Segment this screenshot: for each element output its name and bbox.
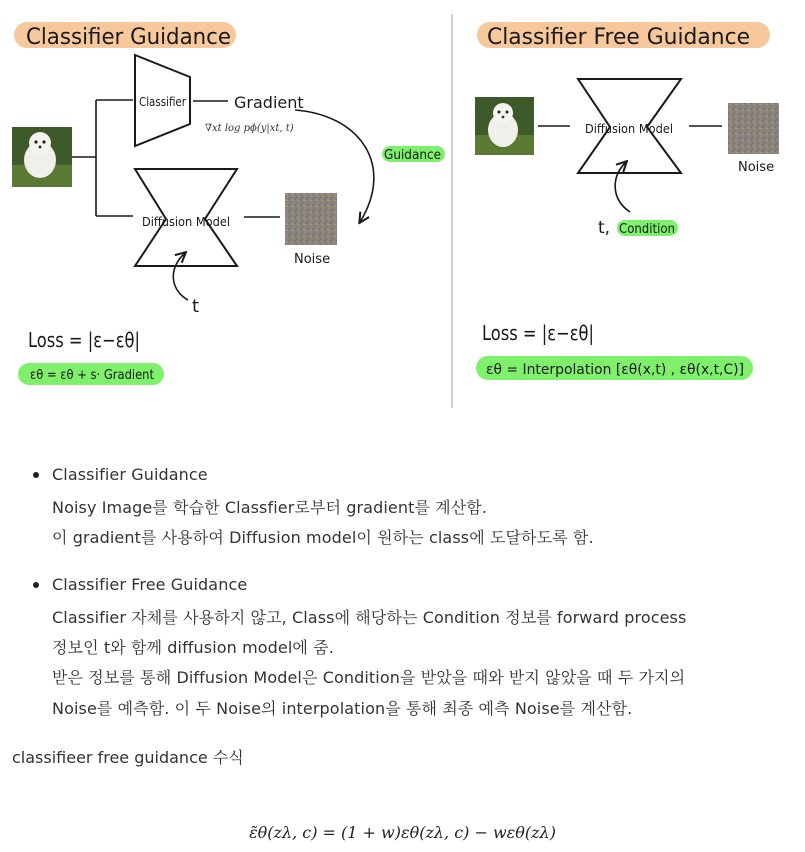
- right-noise-label: Noise: [738, 160, 775, 175]
- right-diffusion-label: Diffusion Model: [585, 122, 673, 136]
- classifier-label: Classifier: [139, 95, 187, 109]
- dog-image: [12, 127, 72, 187]
- gradient-label: Gradient: [234, 93, 304, 112]
- bullet-dot: [33, 582, 39, 588]
- left-eq: εθ = εθ + s· Gradient: [30, 368, 154, 383]
- left-connectors: [72, 100, 133, 216]
- bullet-line: Classifier 자체를 사용하지 않고, Class에 해당하는 Condition 정보를 forward process: [52, 608, 687, 627]
- right-dog-image: [475, 97, 534, 155]
- guidance-diagram: [0, 0, 805, 420]
- left-loss: Loss = |ε−εθ|: [28, 328, 140, 352]
- bullet-heading: Classifier Guidance: [52, 465, 208, 484]
- right-t-label: t,: [598, 218, 611, 238]
- bullet-line: 이 gradient를 사용하여 Diffusion model이 원하는 class에 도달하도록 함.: [52, 528, 594, 547]
- bullet-dot: [33, 472, 39, 478]
- left-noise-image: [285, 193, 337, 245]
- right-loss: Loss = |ε−εθ|: [482, 321, 594, 345]
- bullet-heading: Classifier Free Guidance: [52, 575, 248, 594]
- bullet-line: 정보인 t와 함께 diffusion model에 줌.: [52, 638, 334, 657]
- left-diffusion-label: Diffusion Model: [142, 215, 230, 229]
- condition-label: Condition: [619, 222, 675, 237]
- bullet-line: Noisy Image를 학습한 Classfier로부터 gradient를 계산함.: [52, 498, 488, 517]
- right-eq: εθ = Interpolation [εθ(x,t) , εθ(x,t,C)]: [486, 362, 744, 378]
- gradient-formula: ∇xt log pϕ(y|xt, t): [205, 123, 294, 134]
- formula-caption: classifieer free guidance 수식: [12, 748, 244, 767]
- right-title: Classifier Free Guidance: [487, 25, 750, 50]
- right-noise-image: [728, 103, 779, 154]
- bullet-line: 받은 정보를 통해 Diffusion Model은 Condition을 받았을 때와 받지 않았을 때 두 가지의: [52, 668, 686, 687]
- left-title: Classifier Guidance: [26, 25, 231, 50]
- left-t-label: t: [192, 296, 200, 317]
- guidance-formula: ε̃θ(zλ, c) = (1 + w)εθ(zλ, c) − wεθ(zλ): [249, 823, 556, 842]
- guidance-label: Guidance: [384, 148, 441, 163]
- bullet-line: Noise를 예측함. 이 두 Noise의 interpolation을 통해 최종 예측 Noise를 계산함.: [52, 699, 633, 718]
- left-noise-label: Noise: [294, 252, 331, 267]
